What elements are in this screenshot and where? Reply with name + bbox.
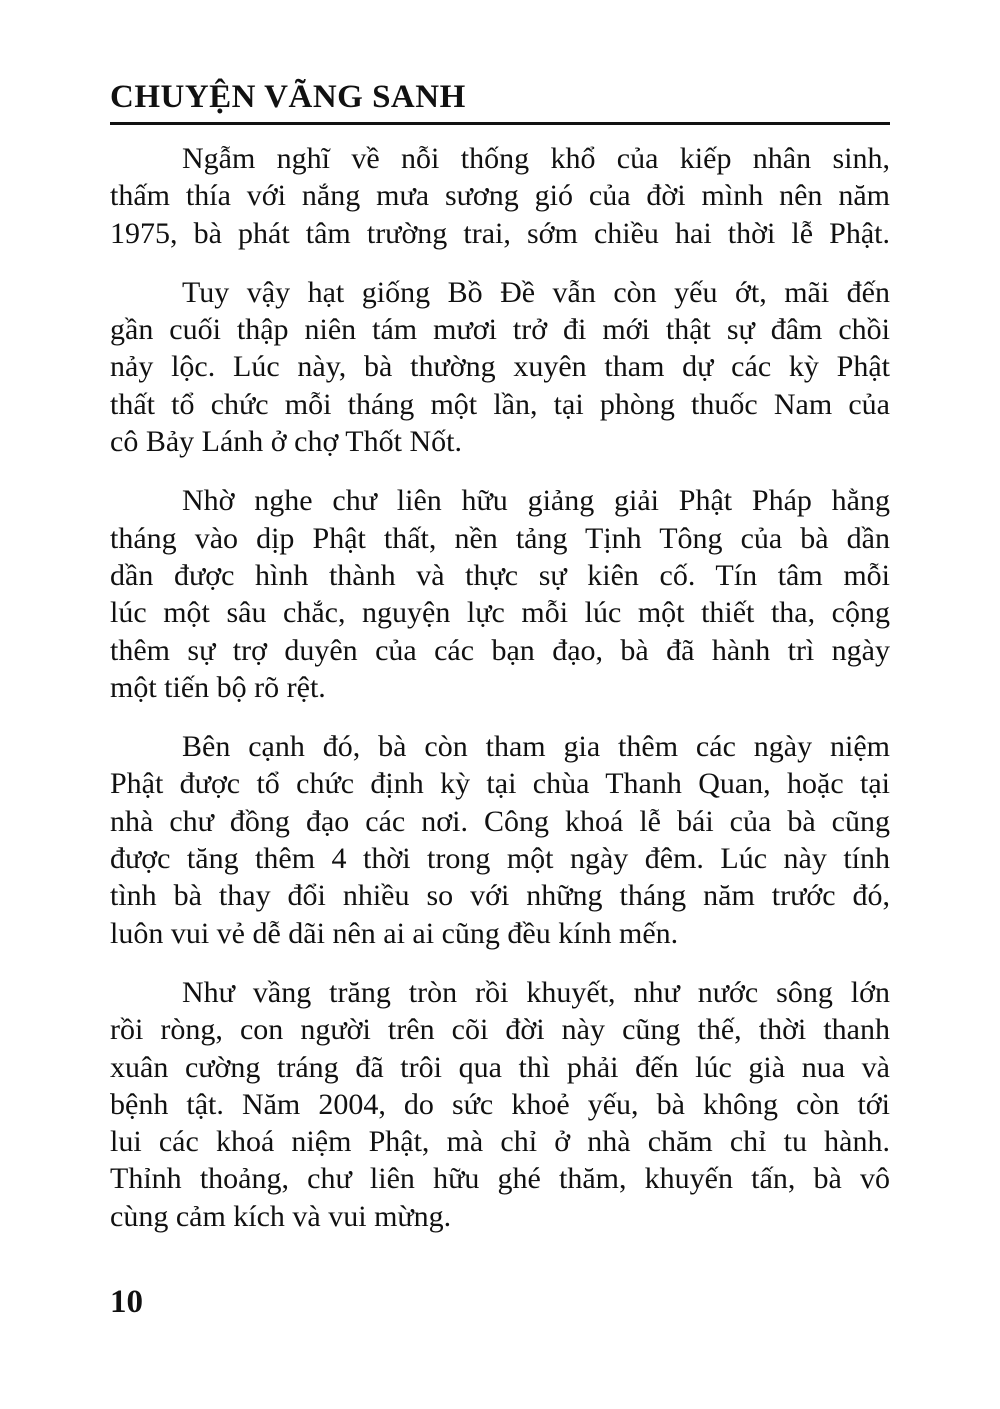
- text-line: Tuy vậy hạt giống Bồ Đề vẫn còn yếu ớt, mãi đến: [182, 275, 890, 309]
- text-line: Như vầng trăng tròn rồi khuyết, như nước sông lớn: [182, 975, 890, 1009]
- text-line: lúc một sâu chắc, nguyện lực mỗi lúc một thiết tha, cộng: [110, 596, 890, 630]
- text-line: thất tổ chức mỗi tháng một lần, tại phòng thuốc Nam của: [110, 387, 890, 421]
- text-line: gần cuối thập niên tám mươi trở đi mới thật sự đâm chồi: [110, 313, 890, 347]
- text-line: Nhờ nghe chư liên hữu giảng giải Phật Pháp hằng: [182, 484, 890, 518]
- text-line: xuân cường tráng đã trôi qua thì phải đến lúc già nua và: [110, 1050, 890, 1084]
- text-line: thấm thía với nắng mưa sương gió của đời mình nên năm: [110, 179, 890, 213]
- text-line: dần được hình thành và thực sự kiên cố. Tín tâm mỗi: [110, 558, 890, 592]
- text-line: nảy lộc. Lúc này, bà thường xuyên tham dự các kỳ Phật: [110, 350, 890, 384]
- body-text: [110, 140, 890, 1257]
- text-line: Ngẫm nghĩ về nỗi thống khổ của kiếp nhân sinh,: [182, 142, 890, 175]
- running-title: CHUYỆN VÃNG SANH: [110, 79, 466, 115]
- text-line: một tiến bộ rõ rệt.: [110, 670, 326, 704]
- page-number: 10: [110, 1284, 143, 1320]
- text-line: luôn vui vẻ dễ dãi nên ai ai cũng đều kính mến.: [110, 916, 679, 950]
- text-line: tình bà thay đổi nhiều so với những tháng năm trước đó,: [110, 879, 890, 913]
- paragraph-1: [110, 140, 890, 252]
- text-line: rồi ròng, con người trên cõi đời này cũng thế, thời thanh: [110, 1013, 890, 1047]
- text-line: 1975, bà phát tâm trường trai, sớm chiều hai thời lễ Phật.: [110, 216, 890, 250]
- paragraph-2: [110, 274, 890, 460]
- paragraph-5: [110, 974, 890, 1235]
- text-line: cô Bảy Lánh ở chợ Thốt Nốt.: [110, 425, 462, 459]
- text-line: bệnh tật. Năm 2004, do sức khoẻ yếu, bà không còn tới: [110, 1087, 890, 1121]
- paragraph-4: [110, 728, 890, 952]
- text-line: được tăng thêm 4 thời trong một ngày đêm. Lúc này tính: [110, 842, 890, 876]
- text-line: thêm sự trợ duyên của các bạn đạo, bà đã hành trì ngày: [110, 633, 890, 667]
- text-line: lui các khoá niệm Phật, mà chỉ ở nhà chăm chỉ tu hành.: [110, 1125, 890, 1159]
- paragraph-3: [110, 482, 890, 706]
- text-line: cùng cảm kích và vui mừng.: [110, 1199, 452, 1233]
- running-header: [110, 74, 890, 125]
- text-line: tháng vào dịp Phật thất, nền tảng Tịnh Tông của bà dần: [110, 521, 890, 555]
- text-line: nhà chư đồng đạo các nơi. Công khoá lễ bái của bà cũng: [110, 804, 890, 838]
- text-line: Phật được tổ chức định kỳ tại chùa Thanh Quan, hoặc tại: [110, 767, 890, 801]
- text-line: Thỉnh thoảng, chư liên hữu ghé thăm, khuyến tấn, bà vô: [110, 1162, 890, 1196]
- text-line: Bên cạnh đó, bà còn tham gia thêm các ngày niệm: [182, 730, 890, 764]
